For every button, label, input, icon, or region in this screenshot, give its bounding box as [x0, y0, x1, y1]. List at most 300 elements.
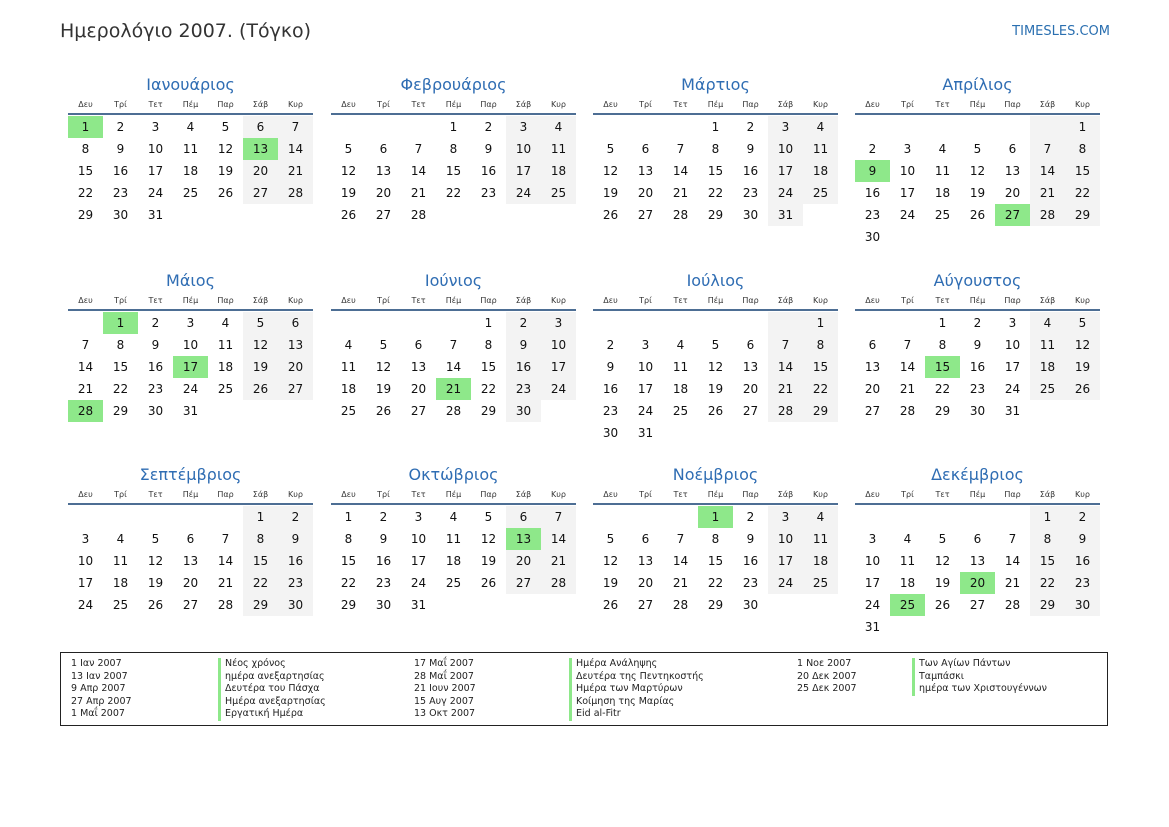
day-grid	[855, 312, 1100, 422]
weekday-label: Παρ	[480, 100, 497, 109]
day-cell: 3	[81, 532, 90, 546]
day-cell: 10	[899, 164, 916, 178]
day-cell: 25	[1030, 378, 1065, 400]
day-cell: 15	[340, 554, 357, 568]
day-cell: 5	[484, 510, 493, 524]
day-cell: 9	[484, 142, 493, 156]
day-cell: 15	[77, 164, 94, 178]
weekday-header	[593, 489, 838, 505]
day-cell: 31	[147, 208, 164, 222]
day-cell: 26	[147, 598, 164, 612]
day-cell: 10	[1004, 338, 1021, 352]
empty-day-cell	[331, 312, 366, 334]
holiday-day-cell: 28	[68, 400, 103, 422]
day-cell: 13	[278, 334, 313, 356]
day-cell: 26	[480, 576, 497, 590]
day-cell: 25	[934, 208, 951, 222]
weekday-header	[855, 295, 1100, 311]
day-cell: 28	[217, 598, 234, 612]
day-cell: 22	[480, 382, 497, 396]
day-grid	[593, 312, 838, 444]
day-cell: 1	[1065, 116, 1100, 138]
empty-day-cell	[663, 116, 698, 138]
weekday-header	[331, 489, 576, 505]
day-grid	[331, 506, 576, 616]
day-cell: 5	[938, 532, 947, 546]
day-cell: 24	[410, 576, 427, 590]
weekday-label: Σάβ	[515, 100, 532, 109]
day-cell: 7	[676, 532, 685, 546]
day-cell: 18	[899, 576, 916, 590]
month-title: Σεπτέμβριος	[139, 465, 242, 484]
day-cell: 19	[969, 186, 986, 200]
day-cell: 27	[410, 404, 427, 418]
day-cell: 5	[606, 532, 615, 546]
legend-holiday-name: Εργατική Ημέρα	[218, 708, 326, 721]
month-block	[68, 74, 313, 226]
day-cell: 16	[1065, 550, 1100, 572]
day-cell: 29	[707, 598, 724, 612]
day-cell: 24	[768, 572, 803, 594]
weekday-label: Δευ	[603, 100, 618, 109]
day-cell: 2	[484, 120, 493, 134]
day-cell: 22	[1030, 572, 1065, 594]
day-cell: 3	[768, 506, 803, 528]
holiday-legend	[60, 652, 1108, 726]
day-cell: 28	[899, 404, 916, 418]
month-block	[855, 464, 1100, 638]
day-cell: 2	[868, 142, 877, 156]
day-cell: 25	[340, 404, 357, 418]
month-title: Ιούνιος	[424, 271, 483, 290]
weekday-label: Σάβ	[777, 490, 794, 499]
month-block	[593, 464, 838, 616]
legend-dates-col-2	[414, 658, 476, 721]
empty-day-cell	[995, 506, 1030, 528]
empty-day-cell	[995, 116, 1030, 138]
day-cell: 10	[768, 528, 803, 550]
weekday-label: Τρί	[114, 296, 127, 305]
holiday-day-cell: 13	[506, 528, 541, 550]
day-cell: 19	[375, 382, 392, 396]
empty-day-cell	[628, 506, 663, 528]
day-cell: 21	[77, 382, 94, 396]
weekday-header	[68, 489, 313, 505]
empty-day-cell	[1030, 116, 1065, 138]
day-cell: 29	[480, 404, 497, 418]
day-cell: 23	[375, 576, 392, 590]
weekday-label: Τρί	[377, 490, 390, 499]
day-cell: 20	[1004, 186, 1021, 200]
empty-day-cell	[138, 506, 173, 528]
day-cell: 7	[903, 338, 912, 352]
day-cell: 27	[243, 182, 278, 204]
day-cell: 5	[379, 338, 388, 352]
weekday-label: Τρί	[377, 100, 390, 109]
day-cell: 28	[541, 572, 576, 594]
weekday-label: Πέμ	[707, 296, 724, 305]
day-cell: 25	[112, 598, 129, 612]
empty-day-cell	[366, 312, 401, 334]
day-cell: 14	[278, 138, 313, 160]
day-cell: 27	[375, 208, 392, 222]
day-cell: 17	[768, 160, 803, 182]
day-cell: 21	[672, 576, 689, 590]
day-cell: 14	[768, 356, 803, 378]
day-cell: 8	[116, 338, 125, 352]
day-cell: 19	[243, 356, 278, 378]
weekday-label: Τετ	[935, 100, 950, 109]
legend-holiday-name: Ημέρα των Μαρτύρων	[569, 683, 704, 696]
day-cell: 2	[973, 316, 982, 330]
day-cell: 7	[768, 334, 803, 356]
day-cell: 28	[410, 208, 427, 222]
day-cell: 12	[934, 554, 951, 568]
day-cell: 3	[768, 116, 803, 138]
day-grid	[593, 116, 838, 226]
day-cell: 18	[445, 554, 462, 568]
day-cell: 15	[1065, 160, 1100, 182]
day-cell: 5	[243, 312, 278, 334]
day-cell: 1	[449, 120, 458, 134]
day-cell: 19	[480, 554, 497, 568]
empty-day-cell	[103, 506, 138, 528]
day-cell: 4	[221, 316, 230, 330]
day-cell: 26	[375, 404, 392, 418]
day-cell: 5	[1065, 312, 1100, 334]
day-cell: 15	[480, 360, 497, 374]
day-cell: 11	[112, 554, 129, 568]
legend-date: 13 Οκτ 2007	[414, 708, 476, 720]
day-cell: 12	[707, 360, 724, 374]
day-cell: 24	[147, 186, 164, 200]
day-cell: 15	[707, 164, 724, 178]
day-cell: 15	[707, 554, 724, 568]
day-cell: 27	[506, 572, 541, 594]
weekday-header	[855, 489, 1100, 505]
day-cell: 30	[506, 400, 541, 422]
day-cell: 23	[506, 378, 541, 400]
day-cell: 3	[868, 532, 877, 546]
legend-date: 9 Απρ 2007	[71, 683, 126, 695]
day-cell: 4	[344, 338, 353, 352]
weekday-label: Πέμ	[969, 100, 986, 109]
weekday-label: Δευ	[341, 296, 356, 305]
day-cell: 8	[449, 142, 458, 156]
legend-holiday-name: Των Αγίων Πάντων	[912, 658, 1047, 671]
day-cell: 22	[445, 186, 462, 200]
day-cell: 11	[445, 532, 462, 546]
weekday-label: Δευ	[603, 296, 618, 305]
day-cell: 25	[217, 382, 234, 396]
month-block	[68, 464, 313, 616]
weekday-label: Κυρ	[813, 296, 828, 305]
day-cell: 10	[768, 138, 803, 160]
weekday-label: Πέμ	[182, 296, 199, 305]
day-cell: 24	[864, 598, 881, 612]
day-cell: 23	[742, 576, 759, 590]
day-cell: 25	[672, 404, 689, 418]
day-cell: 19	[1065, 356, 1100, 378]
day-cell: 12	[602, 554, 619, 568]
day-cell: 17	[147, 164, 164, 178]
legend-date: 20 Δεκ 2007	[797, 670, 857, 682]
day-cell: 16	[742, 164, 759, 178]
day-cell: 6	[414, 338, 423, 352]
empty-day-cell	[68, 506, 103, 528]
day-cell: 31	[768, 204, 803, 226]
day-cell: 29	[707, 208, 724, 222]
day-cell: 26	[243, 378, 278, 400]
day-cell: 27	[637, 598, 654, 612]
day-cell: 20	[864, 382, 881, 396]
day-cell: 16	[112, 164, 129, 178]
holiday-day-cell: 15	[925, 356, 960, 378]
day-grid	[331, 312, 576, 422]
legend-holiday-name: Ταμπάσκι	[912, 671, 1047, 684]
day-cell: 7	[414, 142, 423, 156]
day-cell: 16	[147, 360, 164, 374]
holiday-day-cell: 9	[855, 160, 890, 182]
empty-day-cell	[855, 506, 890, 528]
day-cell: 30	[375, 598, 392, 612]
day-cell: 18	[541, 160, 576, 182]
weekday-header	[331, 295, 576, 311]
day-cell: 2	[116, 120, 125, 134]
day-grid	[68, 312, 313, 422]
legend-holiday-name: Ημέρα Ανάληψης	[569, 658, 704, 671]
weekday-label: Κυρ	[1075, 100, 1090, 109]
weekday-label: Παρ	[217, 490, 234, 499]
weekday-label: Δευ	[341, 490, 356, 499]
day-cell: 16	[602, 382, 619, 396]
day-cell: 18	[217, 360, 234, 374]
day-cell: 20	[742, 382, 759, 396]
legend-holiday-name: Κοίμηση της Μαρίας	[569, 696, 704, 709]
day-cell: 8	[344, 532, 353, 546]
day-cell: 26	[1065, 378, 1100, 400]
day-cell: 10	[77, 554, 94, 568]
day-cell: 27	[969, 598, 986, 612]
legend-holiday-name: ημέρα των Χριστουγέννων	[912, 683, 1047, 696]
weekday-label: Τρί	[901, 490, 914, 499]
day-cell: 6	[973, 532, 982, 546]
day-cell: 17	[541, 356, 576, 378]
day-cell: 20	[375, 186, 392, 200]
day-cell: 6	[641, 142, 650, 156]
weekday-label: Παρ	[1004, 100, 1021, 109]
day-cell: 25	[182, 186, 199, 200]
day-cell: 29	[340, 598, 357, 612]
day-cell: 11	[934, 164, 951, 178]
day-cell: 13	[969, 554, 986, 568]
month-title: Ιανουάριος	[146, 75, 235, 94]
weekday-label: Παρ	[1004, 296, 1021, 305]
day-cell: 16	[375, 554, 392, 568]
legend-date: 17 Μαΐ 2007	[414, 658, 474, 669]
day-cell: 19	[602, 576, 619, 590]
month-block	[68, 270, 313, 422]
day-cell: 30	[969, 404, 986, 418]
day-cell: 4	[186, 120, 195, 134]
day-cell: 21	[1030, 182, 1065, 204]
day-cell: 2	[1065, 506, 1100, 528]
day-cell: 3	[151, 120, 160, 134]
day-cell: 3	[186, 316, 195, 330]
day-cell: 5	[151, 532, 160, 546]
day-cell: 9	[506, 334, 541, 356]
day-cell: 14	[445, 360, 462, 374]
day-cell: 14	[1030, 160, 1065, 182]
day-cell: 26	[969, 208, 986, 222]
day-cell: 23	[278, 572, 313, 594]
day-cell: 12	[340, 164, 357, 178]
weekday-header	[593, 295, 838, 311]
day-cell: 19	[217, 164, 234, 178]
day-cell: 16	[480, 164, 497, 178]
day-cell: 7	[541, 506, 576, 528]
weekday-label: Τετ	[411, 296, 426, 305]
weekday-label: Δευ	[865, 296, 880, 305]
day-cell: 7	[221, 532, 230, 546]
weekday-label: Κυρ	[1075, 490, 1090, 499]
day-cell: 11	[182, 142, 199, 156]
day-cell: 9	[116, 142, 125, 156]
day-cell: 5	[606, 142, 615, 156]
month-title: Φεβρουάριος	[400, 75, 507, 94]
day-cell: 23	[742, 186, 759, 200]
empty-day-cell	[698, 312, 733, 334]
day-cell: 9	[379, 532, 388, 546]
day-cell: 20	[637, 186, 654, 200]
weekday-label: Τρί	[639, 296, 652, 305]
legend-names-col-3	[912, 658, 1047, 696]
weekday-label: Δευ	[865, 490, 880, 499]
day-cell: 9	[606, 360, 615, 374]
legend-holiday-name: Δευτέρα της Πεντηκοστής	[569, 671, 704, 684]
day-cell: 3	[506, 116, 541, 138]
weekday-label: Σάβ	[515, 296, 532, 305]
day-cell: 4	[903, 532, 912, 546]
month-block	[331, 464, 576, 616]
month-title: Απρίλιος	[942, 75, 1013, 94]
empty-day-cell	[401, 312, 436, 334]
legend-date: 13 Ιαν 2007	[71, 670, 128, 682]
weekday-label: Πέμ	[969, 296, 986, 305]
day-cell: 27	[742, 404, 759, 418]
day-cell: 7	[1030, 138, 1065, 160]
day-cell: 5	[973, 142, 982, 156]
day-cell: 22	[340, 576, 357, 590]
day-cell: 26	[602, 598, 619, 612]
day-cell: 10	[147, 142, 164, 156]
day-cell: 29	[243, 594, 278, 616]
day-cell: 2	[606, 338, 615, 352]
holiday-day-cell: 1	[698, 506, 733, 528]
day-cell: 6	[506, 506, 541, 528]
day-cell: 10	[182, 338, 199, 352]
day-cell: 18	[934, 186, 951, 200]
day-cell: 20	[410, 382, 427, 396]
weekday-label: Παρ	[742, 490, 759, 499]
day-cell: 18	[182, 164, 199, 178]
day-cell: 25	[803, 572, 838, 594]
month-title: Νοέμβριος	[672, 465, 759, 484]
legend-date: 1 Ιαν 2007	[71, 658, 122, 669]
day-cell: 8	[1030, 528, 1065, 550]
day-cell: 27	[182, 598, 199, 612]
day-grid	[331, 116, 576, 226]
weekday-label: Τετ	[935, 490, 950, 499]
holiday-day-cell: 13	[243, 138, 278, 160]
day-cell: 22	[707, 576, 724, 590]
day-cell: 30	[147, 404, 164, 418]
day-cell: 24	[77, 598, 94, 612]
weekday-label: Τετ	[935, 296, 950, 305]
day-cell: 15	[243, 550, 278, 572]
day-cell: 17	[77, 576, 94, 590]
day-cell: 31	[182, 404, 199, 418]
day-cell: 4	[938, 142, 947, 156]
month-title: Μάρτιος	[681, 75, 750, 94]
day-cell: 7	[676, 142, 685, 156]
legend-dates-col-1	[71, 658, 132, 721]
day-cell: 4	[803, 116, 838, 138]
day-cell: 30	[278, 594, 313, 616]
day-grid	[855, 116, 1100, 248]
empty-day-cell	[208, 506, 243, 528]
day-cell: 24	[506, 182, 541, 204]
day-cell: 11	[803, 138, 838, 160]
empty-day-cell	[628, 312, 663, 334]
day-cell: 14	[541, 528, 576, 550]
day-grid	[593, 506, 838, 616]
legend-date: 1 Νοε 2007	[797, 658, 852, 669]
weekday-label: Κυρ	[288, 490, 303, 499]
day-cell: 4	[449, 510, 458, 524]
empty-day-cell	[173, 506, 208, 528]
day-cell: 24	[1004, 382, 1021, 396]
weekday-label: Τετ	[673, 490, 688, 499]
day-cell: 5	[711, 338, 720, 352]
holiday-day-cell: 17	[173, 356, 208, 378]
weekday-label: Παρ	[217, 296, 234, 305]
weekday-label: Τρί	[639, 100, 652, 109]
weekday-label: Κυρ	[813, 490, 828, 499]
day-cell: 25	[541, 182, 576, 204]
weekday-label: Σάβ	[777, 296, 794, 305]
day-cell: 10	[864, 554, 881, 568]
weekday-label: Τετ	[411, 490, 426, 499]
day-cell: 1	[803, 312, 838, 334]
day-cell: 4	[541, 116, 576, 138]
weekday-label: Τετ	[148, 296, 163, 305]
day-cell: 28	[768, 400, 803, 422]
day-cell: 24	[541, 378, 576, 400]
weekday-label: Παρ	[217, 100, 234, 109]
day-cell: 12	[480, 532, 497, 546]
day-cell: 3	[414, 510, 423, 524]
site-link[interactable]: TIMESLES.COM	[1012, 24, 1110, 39]
month-block	[593, 270, 838, 444]
day-cell: 14	[217, 554, 234, 568]
day-cell: 11	[672, 360, 689, 374]
day-cell: 4	[676, 338, 685, 352]
day-cell: 8	[711, 142, 720, 156]
day-cell: 13	[864, 360, 881, 374]
empty-day-cell	[593, 506, 628, 528]
day-cell: 20	[243, 160, 278, 182]
